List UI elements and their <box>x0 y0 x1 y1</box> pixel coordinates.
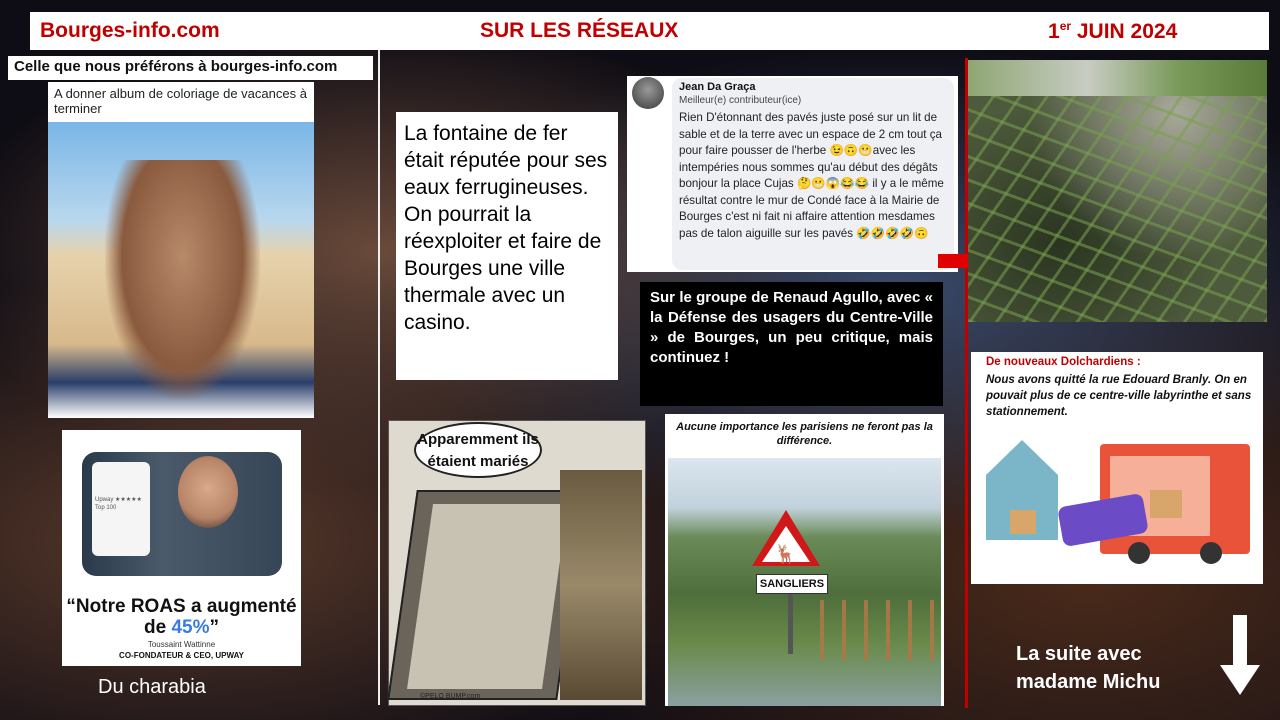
cartoon-credit: ©PELO BUMP.com <box>420 693 481 700</box>
down-arrow-icon[interactable] <box>1220 615 1260 695</box>
cartoon-mummies <box>407 504 568 689</box>
deer-icon: 🦌 <box>774 544 797 564</box>
moving-box <box>1150 490 1182 518</box>
paving-photo-background <box>968 60 1267 96</box>
sign-post <box>788 594 793 654</box>
truck-wheel <box>1200 542 1222 564</box>
wooden-fence <box>820 600 940 660</box>
comment-bubble <box>672 78 954 270</box>
fontaine-text: La fontaine de fer était réputée pour ses eaux ferrugineuses. On pourrait la réexploiter et faire de Bourges une ville thermale avec un casino. <box>404 122 608 334</box>
commenter-badge: Meilleur(e) contributeur(ice) <box>679 95 802 106</box>
cartoon-speech-bubble: Apparemment ils étaient mariés <box>414 422 542 478</box>
bottom-caption: Du charabia <box>98 676 206 698</box>
next-page-link[interactable] <box>1016 640 1160 696</box>
cartoon-onlookers <box>560 470 642 700</box>
comment-text: Rien D'étonnant des pavés juste posé sur un lit de sable et de la terre avec un espace de 2 cm tout ça pour faire pousser de l'herbe 😉🙃😬avec les intempéries nous sommes qu'au début des dégâts bonjour la place Cujas 🤔😬😱😂😂 il y a le même résultat contre le mur de Condé face à la Mairie de Bourges c'est ni fait ni affaire attention mesdames pas de talon aiguille sur les pavés 🤣🤣🤣🤣🙃 <box>679 111 944 240</box>
preference-label: Celle que nous préférons à bourges-info.com <box>8 56 373 80</box>
dolchardiens-text: Nous avons quitté la rue Edouard Branly. On en pouvait plus de ce centre-ville labyrinthe et sans stationnement. <box>986 374 1252 418</box>
group-note: Sur le groupe de Renaud Agullo, avec « la Défense des usagers du Centre-Ville » de Bourges, un peu critique, mais continuez ! <box>640 282 943 406</box>
commenter-avatar[interactable] <box>632 77 664 109</box>
ad-person-avatar <box>178 456 238 528</box>
tattooed-person-figure <box>105 160 260 400</box>
site-title[interactable]: Bourges-info.com <box>40 19 220 42</box>
commenter-name[interactable]: Jean Da Graça <box>679 81 756 93</box>
column-divider-left <box>378 50 380 705</box>
ad-quote: “Notre ROAS a augmenté de 45%” <box>66 596 297 638</box>
ad-person-role: CO-FONDATEUR & CEO, UPWAY <box>119 651 244 660</box>
section-title: SUR LES RÉSEAUX <box>480 19 679 42</box>
social-post-caption: A donner album de coloriage de vacances à terminer <box>54 86 307 116</box>
sangliers-sign-label: SANGLIERS <box>756 574 828 594</box>
truck-wheel <box>1128 542 1150 564</box>
ad-review-card: Upway ★★★★★ Top 100 <box>92 462 150 556</box>
moving-box <box>1010 510 1036 534</box>
fontaine-text-box <box>396 112 618 380</box>
ad-person-name: Toussaint Wattinne <box>147 640 216 649</box>
page-date: 1er JUIN 2024 <box>1048 19 1178 43</box>
next-page-line1: La suite avec <box>1016 643 1142 665</box>
paving-stones-photo <box>968 60 1267 322</box>
ad-quote-highlight: 45% <box>171 617 210 638</box>
sangliers-caption: Aucune importance les parisiens ne feront pas la différence. <box>676 421 933 447</box>
dolchardiens-title: De nouveaux Dolchardiens : <box>986 356 1141 368</box>
next-page-line2: madame Michu <box>1016 671 1161 693</box>
